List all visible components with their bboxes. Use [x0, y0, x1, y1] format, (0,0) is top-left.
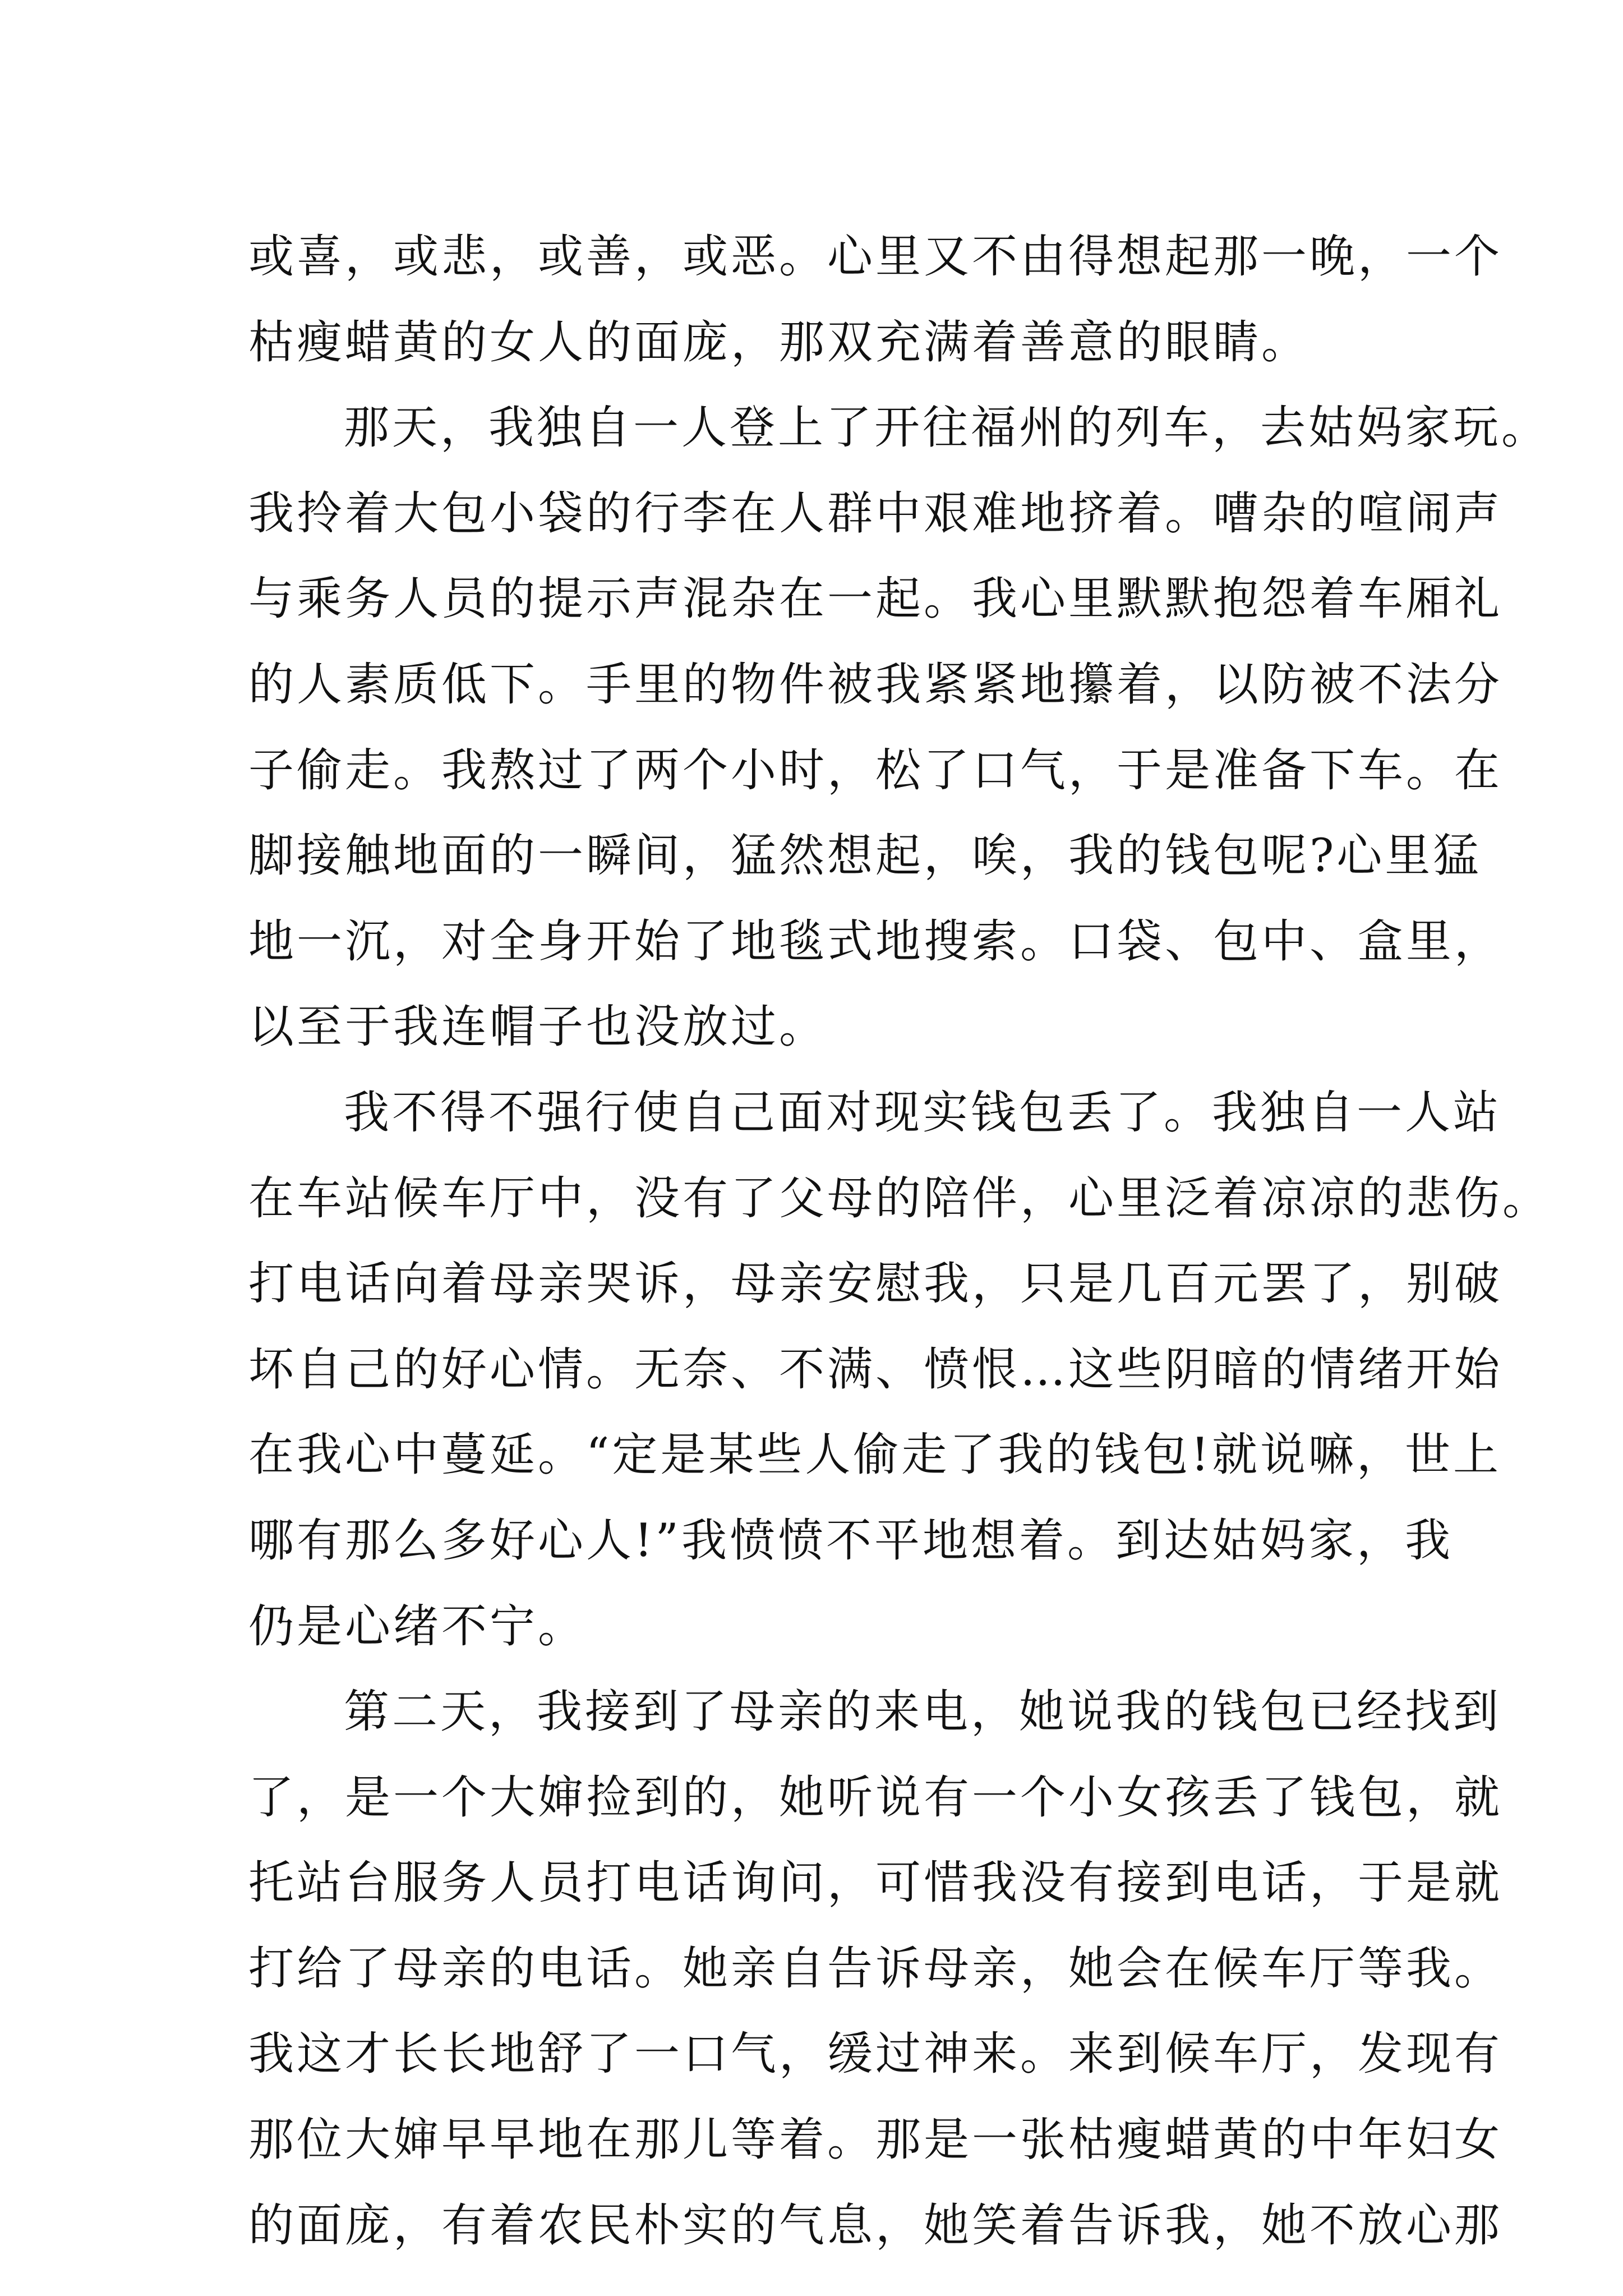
text-line: 在我心中蔓延。“定是某些人偷走了我的钱包!就说嘛，世上 [248, 1429, 1501, 1482]
text-line: 我不得不强行使自己面对现实钱包丢了。我独自一人站 [344, 1086, 1502, 1139]
text-line: 我拎着大包小袋的行李在人群中艰难地挤着。嘈杂的喧闹声 [248, 487, 1503, 540]
text-line: 或喜，或悲，或善，或恶。心里又不由得想起那一晚，一个 [248, 231, 1503, 283]
text-line: 枯瘦蜡黄的女人的面庞，那双充满着善意的眼睛。 [248, 316, 1310, 369]
text-line: 以至于我连帽子也没放过。 [248, 1001, 828, 1054]
text-line: 的面庞，有着农民朴实的气息，她笑着告诉我，她不放心那 [248, 2199, 1503, 2252]
text-line: 哪有那么多好心人!”我愤愤不平地想着。到达姑妈家，我 [248, 1514, 1453, 1567]
text-line: 那位大婶早早地在那儿等着。那是一张枯瘦蜡黄的中年妇女 [248, 2114, 1503, 2167]
text-line: 地一沉，对全身开始了地毯式地搜索。口袋、包中、盒里， [248, 915, 1503, 968]
text-line: 坏自己的好心情。无奈、不满、愤恨…这些阴暗的情绪开始 [248, 1343, 1503, 1396]
text-line: 仍是心绪不宁。 [248, 1600, 587, 1653]
text-line: 脚接触地面的一瞬间，猛然想起，唉，我的钱包呢?心里猛 [248, 830, 1482, 883]
text-line: 与乘务人员的提示声混杂在一起。我心里默默抱怨着车厢礼 [248, 573, 1503, 626]
text-line: 我这才长长地舒了一口气，缓过神来。来到候车厅，发现有 [248, 2028, 1503, 2081]
text-line: 了，是一个大婶捡到的，她听说有一个小女孩丢了钱包，就 [248, 1771, 1503, 1824]
text-line: 打给了母亲的电话。她亲自告诉母亲，她会在候车厅等我。 [248, 1942, 1503, 1995]
text-line: 在车站候车厅中，没有了父母的陪伴，心里泛着凉凉的悲伤。 [248, 1172, 1551, 1225]
text-line: 第二天，我接到了母亲的来电，她说我的钱包已经找到 [344, 1686, 1502, 1739]
text-line: 打电话向着母亲哭诉，母亲安慰我，只是几百元罢了，别破 [248, 1258, 1503, 1311]
text-line: 那天，我独自一人登上了开往福州的列车，去姑妈家玩。 [344, 402, 1550, 455]
text-line: 托站台服务人员打电话询问，可惜我没有接到电话，于是就 [248, 1857, 1503, 1910]
text-line: 子偷走。我熬过了两个小时，松了口气，于是准备下车。在 [248, 744, 1503, 797]
body-text [248, 214, 1551, 2269]
text-line: 的人素质低下。手里的物件被我紧紧地攥着，以防被不法分 [248, 658, 1503, 711]
